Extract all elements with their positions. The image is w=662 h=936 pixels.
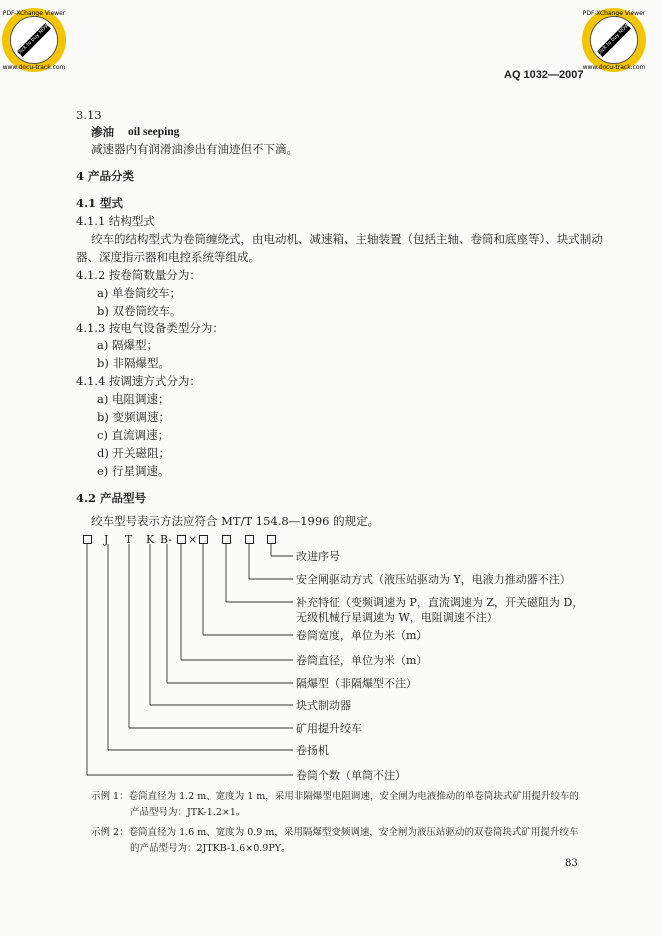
clause-title: 4.1.2 按卷筒数量分为： bbox=[76, 268, 201, 282]
list-item: c) 直流调速； bbox=[97, 428, 170, 442]
label-brake-drive: 安全闸驱动方式（液压站驱动为 Y，电液力推动器不注） bbox=[296, 573, 571, 586]
label-drum-diameter: 卷筒直径，单位为米（m） bbox=[296, 654, 428, 667]
list-item: a) 电阻调速； bbox=[97, 392, 170, 406]
code-char-k: K bbox=[146, 533, 155, 546]
code-char-b: B- bbox=[160, 533, 173, 546]
label-feature-line1: 补充特征（变频调速为 P，直流调速为 Z，开关磁阻为 D， bbox=[296, 596, 584, 609]
badge-text-bottom: www.docu-track.com bbox=[582, 64, 646, 71]
code-char-j: J bbox=[104, 533, 109, 546]
code-char-times: × bbox=[188, 533, 198, 546]
clause-title: 4.1.4 按调速方式分为： bbox=[76, 374, 201, 388]
list-item: a) 隔爆型； bbox=[97, 338, 158, 352]
example-1-line2: 产品型号为：JTK-1.2×1。 bbox=[130, 807, 246, 818]
standard-code: AQ 1032—2007 bbox=[504, 69, 584, 81]
example-1-line1: 示例 1：卷筒直径为 1.2 m、宽度为 1 m，采用非隔爆型电阻调速，安全闸为电液推动的单卷筒块式矿用提升绞车的 bbox=[91, 791, 579, 802]
label-revision: 改进序号 bbox=[296, 550, 340, 563]
label-block-brake: 块式制动器 bbox=[296, 699, 351, 712]
list-item: a) 单卷筒绞车； bbox=[97, 286, 181, 300]
badge-text-top: PDF-XChange Viewer bbox=[582, 10, 646, 17]
code-box-drum-count bbox=[83, 535, 92, 544]
badge-text-bottom: www.docu-track.com bbox=[2, 64, 66, 71]
badge-text-top: PDF-XChange Viewer bbox=[2, 10, 66, 17]
code-box-width bbox=[199, 535, 208, 544]
clause-title: 4.1.1 结构型式 bbox=[76, 214, 155, 228]
term-chinese: 渗油 bbox=[91, 125, 114, 139]
label-drum-width: 卷筒宽度，单位为米（m） bbox=[296, 629, 428, 642]
example-2-line2: 的产品型号为：2JTKB-1.6×0.9PY。 bbox=[130, 843, 291, 854]
paragraph-line: 绞车的结构型式为卷筒缠绕式，由电动机、减速箱、主轴装置（包括主轴、卷筒和底座等）、块式制动 bbox=[91, 232, 603, 246]
term-definition: 减速器内有润滑油渗出有油迹但不下滴。 bbox=[91, 142, 298, 156]
code-box-diameter bbox=[177, 535, 186, 544]
paragraph-line: 器、深度指示器和电控系统等组成。 bbox=[76, 250, 260, 264]
code-box-brake-drive bbox=[245, 535, 254, 544]
paragraph-line: 绞车型号表示方法应符合 MT/T 154.8—1996 的规定。 bbox=[91, 514, 380, 528]
badge-text-mid: Click to buy NOW! bbox=[15, 20, 53, 58]
code-box-revision bbox=[267, 535, 276, 544]
example-2-line1: 示例 2：卷筒直径为 1.6 m、宽度为 0.9 m，采用隔爆型变频调速，安全闸为液压站驱动的双卷筒块式矿用提升绞车 bbox=[91, 827, 579, 838]
code-box-feature bbox=[222, 535, 231, 544]
label-mine-hoist: 矿用提升绞车 bbox=[296, 722, 362, 735]
page-number: 83 bbox=[565, 858, 578, 869]
subsection-title: 4.1 型式 bbox=[76, 196, 124, 210]
subsection-title: 4.2 产品型号 bbox=[76, 491, 147, 505]
list-item: b) 变频调速； bbox=[97, 410, 171, 424]
badge-text-mid: Click to buy NOW! bbox=[595, 20, 633, 58]
list-item: d) 开关磁阻； bbox=[97, 446, 171, 460]
section-title: 4 产品分类 bbox=[76, 169, 135, 183]
list-item: b) 非隔爆型。 bbox=[97, 356, 171, 370]
label-winch: 卷扬机 bbox=[296, 744, 329, 757]
list-item: e) 行星调速。 bbox=[97, 464, 170, 478]
list-item: b) 双卷筒绞车。 bbox=[97, 304, 182, 318]
code-char-t: T bbox=[125, 533, 133, 546]
label-drum-count: 卷筒个数（单筒不注） bbox=[296, 769, 406, 782]
label-feature-line2: 无级机械行星调速为 W，电阻调速不注） bbox=[296, 611, 498, 624]
clause-title: 4.1.3 按电气设备类型分为： bbox=[76, 321, 224, 335]
label-explosion-proof: 隔爆型（非隔爆型不注） bbox=[296, 677, 417, 690]
term-english: oil seeping bbox=[128, 126, 180, 138]
clause-number: 3.13 bbox=[76, 108, 102, 122]
